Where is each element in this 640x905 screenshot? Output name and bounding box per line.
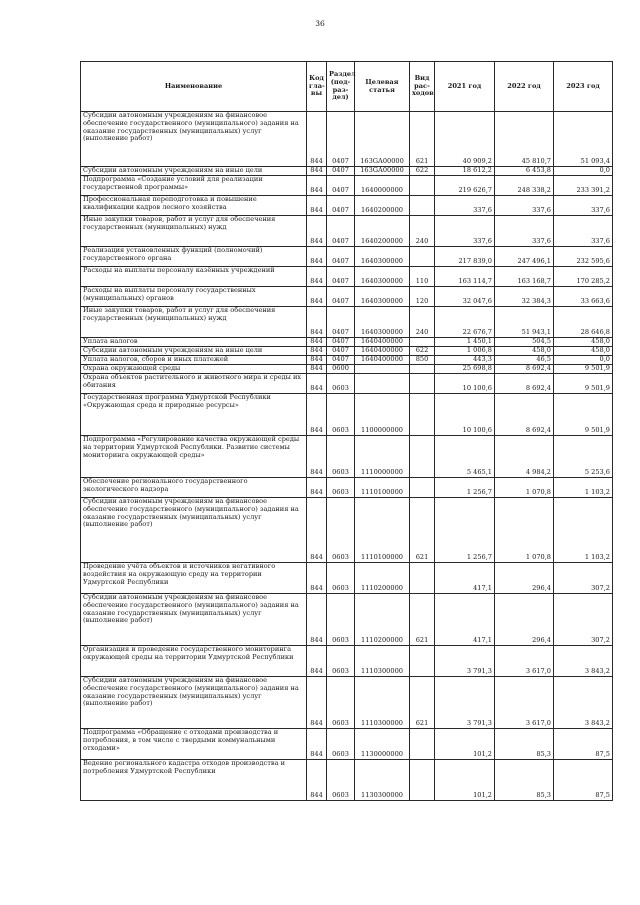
row-name: Охрана окружающей среды	[81, 365, 307, 374]
row-value-2021: 10 100,6	[435, 394, 495, 436]
row-chapter-code: 844	[307, 760, 327, 801]
row-value-2021: 217 839,0	[435, 247, 495, 267]
row-value-2023: 87,5	[554, 729, 613, 760]
row-section: 0407	[327, 287, 355, 307]
table-row	[81, 374, 613, 394]
row-value-2023: 458,0	[554, 338, 613, 347]
row-name: Проведение учёта объектов и источников негативного воздействия на окружающую среду на территории Удмуртской Республики	[81, 563, 307, 594]
row-chapter-code: 844	[307, 216, 327, 247]
table-row	[81, 729, 613, 760]
header-expense-type: Вид рас-ходов	[410, 62, 435, 112]
row-expense-type: 240	[410, 216, 435, 247]
row-value-2023: 0,0	[554, 356, 613, 365]
row-target-article: 1100000000	[355, 394, 410, 436]
row-name: Охрана объектов растительного и животного мира и среды их обитания	[81, 374, 307, 394]
row-section: 0603	[327, 436, 355, 478]
table-row	[81, 267, 613, 287]
row-name: Подпрограмма «Регулирование качества окружающей среды на территории Удмуртской Республики. Развитие системы мониторинга окружающей среды»	[81, 436, 307, 478]
row-name: Уплата налогов, сборов и иных платежей	[81, 356, 307, 365]
row-expense-type	[410, 338, 435, 347]
row-value-2022: 85,3	[495, 760, 554, 801]
row-section: 0600	[327, 365, 355, 374]
row-chapter-code: 844	[307, 594, 327, 646]
row-value-2023: 87,5	[554, 760, 613, 801]
row-name: Субсидии автономным учреждениям на финансовое обеспечение государственного (муниципального) задания на оказание государственных (муниципальных) услуг (выполнение работ)	[81, 112, 307, 167]
row-value-2023: 5 253,6	[554, 436, 613, 478]
row-value-2021: 219 626,7	[435, 176, 495, 196]
row-value-2021: 337,6	[435, 196, 495, 216]
row-value-2021: 5 465,1	[435, 436, 495, 478]
row-expense-type: 621	[410, 498, 435, 563]
row-value-2021: 3 791,3	[435, 677, 495, 729]
row-chapter-code: 844	[307, 436, 327, 478]
row-name: Субсидии автономным учреждениям на финансовое обеспечение государственного (муниципального) задания на оказание государственных (муниципальных) услуг (выполнение работ)	[81, 498, 307, 563]
row-expense-type	[410, 374, 435, 394]
table-row	[81, 646, 613, 677]
row-section: 0603	[327, 594, 355, 646]
row-chapter-code: 844	[307, 394, 327, 436]
row-chapter-code: 844	[307, 247, 327, 267]
row-value-2021: 32 047,6	[435, 287, 495, 307]
row-name: Обеспечение регионального государственного экологического надзора	[81, 478, 307, 498]
row-value-2022: 6 453,8	[495, 167, 554, 176]
row-value-2021: 101,2	[435, 729, 495, 760]
row-chapter-code: 844	[307, 563, 327, 594]
table-row	[81, 247, 613, 267]
row-value-2021: 40 909,2	[435, 112, 495, 167]
row-value-2021: 417,1	[435, 594, 495, 646]
row-value-2022: 458,0	[495, 347, 554, 356]
row-name: Организация и проведение государственного мониторинга окружающей среды на территории Удмуртской Республики	[81, 646, 307, 677]
row-target-article: 163GA00000	[355, 167, 410, 176]
table-row	[81, 176, 613, 196]
row-value-2022: 296,4	[495, 594, 554, 646]
header-name: Наименование	[81, 62, 307, 112]
row-value-2022: 8 692,4	[495, 374, 554, 394]
header-section: Раздел (под-раз-дел)	[327, 62, 355, 112]
row-value-2023: 337,6	[554, 196, 613, 216]
table-row	[81, 196, 613, 216]
row-expense-type: 850	[410, 356, 435, 365]
row-expense-type: 622	[410, 347, 435, 356]
row-target-article: 1640400000	[355, 347, 410, 356]
row-value-2023: 1 103,2	[554, 478, 613, 498]
row-chapter-code: 844	[307, 338, 327, 347]
row-section: 0603	[327, 478, 355, 498]
row-target-article: 1110200000	[355, 563, 410, 594]
row-target-article: 1130000000	[355, 729, 410, 760]
row-expense-type	[410, 646, 435, 677]
header-target-article: Целевая статья	[355, 62, 410, 112]
row-value-2023: 9 501,9	[554, 394, 613, 436]
row-expense-type	[410, 478, 435, 498]
row-section: 0603	[327, 646, 355, 677]
row-expense-type: 621	[410, 112, 435, 167]
row-name: Ведение регионального кадастра отходов производства и потребления Удмуртской Республики	[81, 760, 307, 801]
row-target-article	[355, 374, 410, 394]
row-name: Субсидии автономным учреждениям на финансовое обеспечение государственного (муниципального) задания на оказание государственных (муниципальных) услуг (выполнение работ)	[81, 594, 307, 646]
row-value-2021: 1 256,7	[435, 478, 495, 498]
row-expense-type	[410, 394, 435, 436]
row-value-2021: 337,6	[435, 216, 495, 247]
row-value-2022: 504,5	[495, 338, 554, 347]
row-value-2022: 337,6	[495, 216, 554, 247]
row-value-2022: 85,3	[495, 729, 554, 760]
row-target-article: 1110000000	[355, 436, 410, 478]
row-value-2023: 51 093,4	[554, 112, 613, 167]
row-value-2023: 233 391,2	[554, 176, 613, 196]
row-value-2022: 8 692,4	[495, 365, 554, 374]
row-value-2023: 307,2	[554, 563, 613, 594]
header-year-2022: 2022 год	[495, 62, 554, 112]
row-section: 0407	[327, 247, 355, 267]
row-name: Расходы на выплаты персоналу казённых учреждений	[81, 267, 307, 287]
row-value-2022: 3 617,0	[495, 677, 554, 729]
row-value-2023: 337,6	[554, 216, 613, 247]
row-section: 0407	[327, 112, 355, 167]
row-expense-type: 240	[410, 307, 435, 338]
row-section: 0407	[327, 347, 355, 356]
row-value-2021: 443,3	[435, 356, 495, 365]
row-value-2021: 22 676,7	[435, 307, 495, 338]
row-chapter-code: 844	[307, 167, 327, 176]
row-value-2021: 1 256,7	[435, 498, 495, 563]
row-value-2022: 8 692,4	[495, 394, 554, 436]
row-target-article: 1640400000	[355, 356, 410, 365]
row-chapter-code: 844	[307, 112, 327, 167]
row-chapter-code: 844	[307, 267, 327, 287]
row-section: 0407	[327, 267, 355, 287]
row-name: Субсидии автономным учреждениям на иные цели	[81, 167, 307, 176]
row-section: 0407	[327, 307, 355, 338]
row-value-2022: 45 810,7	[495, 112, 554, 167]
row-name: Реализация установленных функций (полномочий) государственного органа	[81, 247, 307, 267]
row-name: Иные закупки товаров, работ и услуг для обеспечения государственных (муниципальных) нужд	[81, 216, 307, 247]
row-chapter-code: 844	[307, 646, 327, 677]
row-section: 0603	[327, 394, 355, 436]
row-name: Государственная программа Удмуртской Республики «Окружающая среда и природные ресурсы»	[81, 394, 307, 436]
row-target-article: 1110300000	[355, 677, 410, 729]
table-row	[81, 677, 613, 729]
row-value-2021: 18 612,2	[435, 167, 495, 176]
row-target-article: 1640300000	[355, 267, 410, 287]
row-value-2023: 232 595,6	[554, 247, 613, 267]
row-target-article: 1110100000	[355, 498, 410, 563]
row-target-article: 1130300000	[355, 760, 410, 801]
row-value-2023: 33 663,6	[554, 287, 613, 307]
row-chapter-code: 844	[307, 374, 327, 394]
row-value-2023: 458,0	[554, 347, 613, 356]
row-expense-type	[410, 729, 435, 760]
table-row	[81, 498, 613, 563]
row-expense-type	[410, 760, 435, 801]
budget-table	[80, 61, 613, 801]
table-row	[81, 216, 613, 247]
row-expense-type	[410, 247, 435, 267]
row-target-article: 1640300000	[355, 287, 410, 307]
row-value-2022: 1 070,8	[495, 478, 554, 498]
row-target-article: 1640200000	[355, 196, 410, 216]
row-value-2022: 46,5	[495, 356, 554, 365]
table-row	[81, 394, 613, 436]
row-section: 0407	[327, 176, 355, 196]
row-chapter-code: 844	[307, 196, 327, 216]
row-expense-type: 622	[410, 167, 435, 176]
row-value-2022: 32 384,3	[495, 287, 554, 307]
row-name: Уплата налогов	[81, 338, 307, 347]
row-chapter-code: 844	[307, 307, 327, 338]
row-expense-type: 120	[410, 287, 435, 307]
row-value-2023: 9 501,9	[554, 374, 613, 394]
row-section: 0603	[327, 498, 355, 563]
table-row	[81, 594, 613, 646]
table-row	[81, 436, 613, 478]
row-target-article: 1640300000	[355, 307, 410, 338]
row-name: Иные закупки товаров, работ и услуг для обеспечения государственных (муниципальных) нужд	[81, 307, 307, 338]
row-value-2022: 1 070,8	[495, 498, 554, 563]
row-section: 0407	[327, 216, 355, 247]
row-chapter-code: 844	[307, 498, 327, 563]
row-chapter-code: 844	[307, 677, 327, 729]
table-row	[81, 307, 613, 338]
row-section: 0407	[327, 338, 355, 347]
row-value-2021: 25 698,8	[435, 365, 495, 374]
row-value-2023: 3 843,2	[554, 646, 613, 677]
row-value-2021: 1 450,1	[435, 338, 495, 347]
row-section: 0603	[327, 677, 355, 729]
row-target-article: 1110200000	[355, 594, 410, 646]
row-name: Субсидии автономным учреждениям на финансовое обеспечение государственного (муниципального) задания на оказание государственных (муниципальных) услуг (выполнение работ)	[81, 677, 307, 729]
row-expense-type	[410, 365, 435, 374]
row-value-2023: 170 285,2	[554, 267, 613, 287]
row-expense-type	[410, 176, 435, 196]
header-year-2023: 2023 год	[554, 62, 613, 112]
row-target-article: 163GA00000	[355, 112, 410, 167]
row-value-2022: 247 496,1	[495, 247, 554, 267]
row-value-2022: 4 984,2	[495, 436, 554, 478]
row-chapter-code: 844	[307, 365, 327, 374]
row-target-article: 1110300000	[355, 646, 410, 677]
row-value-2021: 101,2	[435, 760, 495, 801]
page-number: 36	[315, 19, 325, 28]
row-value-2021: 163 114,7	[435, 267, 495, 287]
row-target-article: 1640400000	[355, 338, 410, 347]
row-target-article	[355, 365, 410, 374]
row-section: 0407	[327, 196, 355, 216]
table-body	[81, 112, 613, 801]
table-row	[81, 563, 613, 594]
row-chapter-code: 844	[307, 287, 327, 307]
row-chapter-code: 844	[307, 729, 327, 760]
row-target-article: 1110100000	[355, 478, 410, 498]
row-section: 0603	[327, 760, 355, 801]
row-section: 0603	[327, 563, 355, 594]
row-value-2022: 337,6	[495, 196, 554, 216]
row-expense-type	[410, 563, 435, 594]
row-section: 0407	[327, 356, 355, 365]
row-value-2022: 163 168,7	[495, 267, 554, 287]
header-year-2021: 2021 год	[435, 62, 495, 112]
row-value-2021: 3 791,3	[435, 646, 495, 677]
row-name: Расходы на выплаты персоналу государственных (муниципальных) органов	[81, 287, 307, 307]
row-expense-type: 621	[410, 677, 435, 729]
row-value-2021: 417,1	[435, 563, 495, 594]
row-name: Профессиональная переподготовка и повышение квалификации кадров лесного хозяйства	[81, 196, 307, 216]
row-expense-type: 621	[410, 594, 435, 646]
row-name: Подпрограмма «Создание условий для реализации государственной программы»	[81, 176, 307, 196]
row-value-2021: 1 006,8	[435, 347, 495, 356]
row-value-2022: 51 943,1	[495, 307, 554, 338]
row-name: Подпрограмма «Обращение с отходами производства и потребления, в том числе с твердыми коммунальными отходами»	[81, 729, 307, 760]
row-value-2022: 248 338,2	[495, 176, 554, 196]
row-chapter-code: 844	[307, 478, 327, 498]
row-target-article: 1640200000	[355, 216, 410, 247]
row-target-article: 1640300000	[355, 247, 410, 267]
row-section: 0407	[327, 167, 355, 176]
table-row	[81, 112, 613, 167]
row-value-2023: 307,2	[554, 594, 613, 646]
row-chapter-code: 844	[307, 176, 327, 196]
row-target-article: 1640000000	[355, 176, 410, 196]
row-expense-type	[410, 196, 435, 216]
row-expense-type: 110	[410, 267, 435, 287]
row-value-2023: 3 843,2	[554, 677, 613, 729]
row-value-2022: 296,4	[495, 563, 554, 594]
table-row	[81, 478, 613, 498]
row-value-2023: 28 646,8	[554, 307, 613, 338]
row-section: 0603	[327, 729, 355, 760]
row-chapter-code: 844	[307, 347, 327, 356]
row-expense-type	[410, 436, 435, 478]
header-chapter-code: Код гла-вы	[307, 62, 327, 112]
row-section: 0603	[327, 374, 355, 394]
row-value-2023: 0,0	[554, 167, 613, 176]
row-value-2023: 1 103,2	[554, 498, 613, 563]
table-header-row	[81, 62, 613, 112]
row-chapter-code: 844	[307, 356, 327, 365]
table-row	[81, 760, 613, 801]
row-name: Субсидии автономным учреждениям на иные цели	[81, 347, 307, 356]
table-row	[81, 287, 613, 307]
row-value-2021: 10 100,6	[435, 374, 495, 394]
row-value-2022: 3 617,0	[495, 646, 554, 677]
row-value-2023: 9 501,9	[554, 365, 613, 374]
